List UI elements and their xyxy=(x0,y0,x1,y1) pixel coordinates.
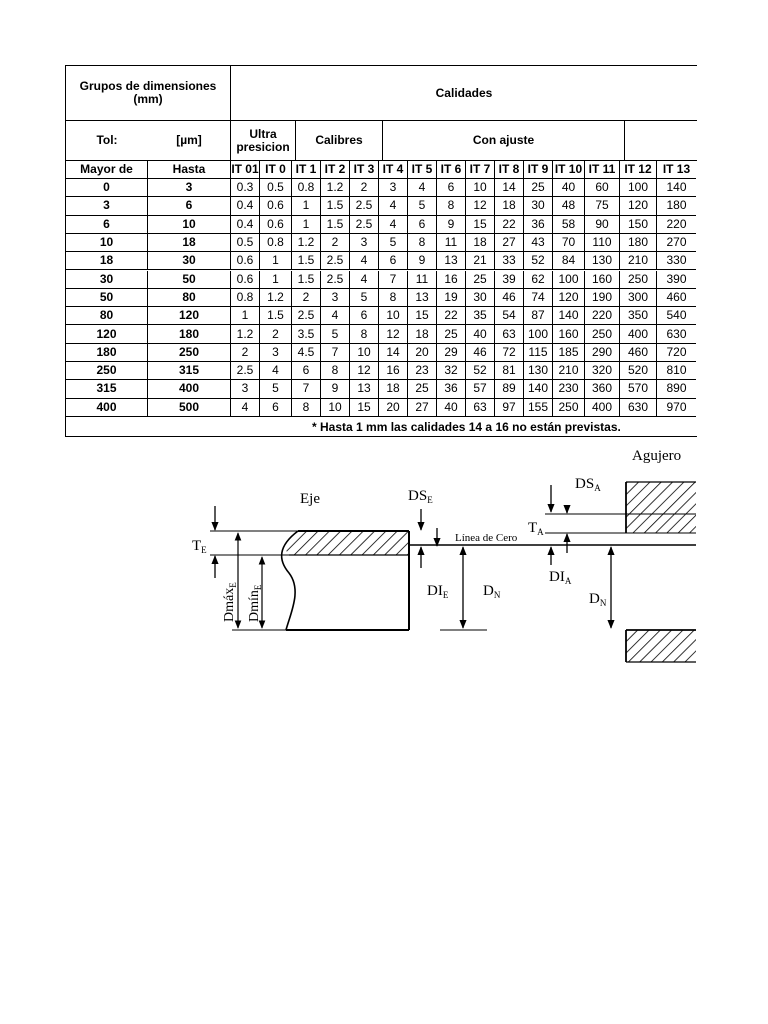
tolerance-cell: 970 xyxy=(657,399,696,417)
header-hasta: Hasta xyxy=(148,161,231,179)
tolerance-cell: 54 xyxy=(495,307,524,325)
tolerance-cell: 0.6 xyxy=(260,197,292,215)
tolerance-cell: 70 xyxy=(553,234,585,252)
tolerance-cell: 630 xyxy=(620,399,657,417)
tolerance-cell: 1.5 xyxy=(321,197,350,215)
tolerance-cell: 75 xyxy=(585,197,620,215)
tolerance-cell: 210 xyxy=(553,362,585,380)
tolerance-cell: 16 xyxy=(379,362,408,380)
tolerance-cell: 4 xyxy=(379,197,408,215)
tolerance-cell: 140 xyxy=(524,380,553,398)
tolerance-cell: 3 xyxy=(260,344,292,362)
tolerance-cell: 230 xyxy=(553,380,585,398)
tolerance-cell: 8 xyxy=(437,197,466,215)
row-hasta: 80 xyxy=(148,289,231,307)
header-grupos-dimensiones: Grupos de dimensiones (mm) xyxy=(66,66,231,121)
eje-label: Eje xyxy=(300,491,320,507)
tolerance-cell: 1 xyxy=(231,307,260,325)
tolerance-cell: 57 xyxy=(466,380,495,398)
header-unit: [µm] xyxy=(148,121,231,161)
it-header-cell: IT 4 xyxy=(379,161,408,179)
te-label: $T_E$ xyxy=(192,538,207,555)
row-mayor-de: 6 xyxy=(66,216,148,234)
tolerance-cell: 300 xyxy=(620,289,657,307)
tolerance-cell: 8 xyxy=(350,325,379,343)
tolerance-cell: 27 xyxy=(408,399,437,417)
tolerance-cell: 58 xyxy=(553,216,585,234)
tolerance-cell: 250 xyxy=(620,271,657,289)
dn-shaft-dimension xyxy=(440,547,501,630)
tolerance-cell: 460 xyxy=(657,289,696,307)
row-mayor-de: 30 xyxy=(66,271,148,289)
tolerance-cell: 4 xyxy=(321,307,350,325)
tolerance-cell: 18 xyxy=(466,234,495,252)
tolerance-cell: 27 xyxy=(495,234,524,252)
tolerance-cell: 120 xyxy=(620,197,657,215)
footnote: * Hasta 1 mm las calidades 14 a 16 no están previstas. xyxy=(66,418,697,437)
tolerance-cell: 6 xyxy=(260,399,292,417)
tolerance-cell: 330 xyxy=(657,252,696,270)
row-hasta: 120 xyxy=(148,307,231,325)
tolerance-cell: 14 xyxy=(379,344,408,362)
tolerance-cell: 63 xyxy=(495,325,524,343)
row-mayor-de: 10 xyxy=(66,234,148,252)
row-mayor-de: 18 xyxy=(66,252,148,270)
dse-label: $DS_E$ xyxy=(408,488,433,505)
tolerance-cell: 2.5 xyxy=(350,197,379,215)
tolerance-cell: 89 xyxy=(495,380,524,398)
tolerance-cell: 6 xyxy=(408,216,437,234)
it-header-cell: IT 12 xyxy=(620,161,657,179)
tolerance-cell: 12 xyxy=(350,362,379,380)
tolerance-cell: 100 xyxy=(620,179,657,197)
header-con-ajuste: Con ajuste xyxy=(383,121,625,161)
tolerance-cell: 0.6 xyxy=(260,216,292,234)
it-header-cell: IT 6 xyxy=(437,161,466,179)
tolerance-cell: 6 xyxy=(437,179,466,197)
tolerance-cell: 130 xyxy=(585,252,620,270)
tolerance-cell: 1.5 xyxy=(321,216,350,234)
tolerance-cell: 5 xyxy=(350,289,379,307)
tolerance-cell: 21 xyxy=(466,252,495,270)
tolerance-cell: 10 xyxy=(350,344,379,362)
header-mayor-de: Mayor de xyxy=(66,161,148,179)
tolerance-cell: 155 xyxy=(524,399,553,417)
tolerance-cell: 290 xyxy=(585,344,620,362)
header-calibres: Calibres xyxy=(296,121,383,161)
tolerance-cell: 9 xyxy=(321,380,350,398)
tolerance-cell: 5 xyxy=(321,325,350,343)
row-hasta: 3 xyxy=(148,179,231,197)
agujero-label: Agujero xyxy=(632,448,682,464)
tolerance-cell: 2.5 xyxy=(231,362,260,380)
tolerance-cell: 30 xyxy=(466,289,495,307)
zero-line-label: Línea de Cero xyxy=(455,532,518,544)
tolerance-cell: 1.5 xyxy=(292,252,321,270)
row-hasta: 500 xyxy=(148,399,231,417)
row-hasta: 250 xyxy=(148,344,231,362)
tolerance-cell: 52 xyxy=(524,252,553,270)
tolerance-cell: 570 xyxy=(620,380,657,398)
tolerance-cell: 87 xyxy=(524,307,553,325)
tolerance-cell: 15 xyxy=(408,307,437,325)
tolerance-cell: 4.5 xyxy=(292,344,321,362)
tolerance-cell: 90 xyxy=(585,216,620,234)
tolerance-cell: 460 xyxy=(620,344,657,362)
tolerance-cell: 110 xyxy=(585,234,620,252)
tolerance-cell: 1.5 xyxy=(260,307,292,325)
tolerance-cell: 25 xyxy=(466,271,495,289)
tolerance-cell: 180 xyxy=(620,234,657,252)
tolerance-table xyxy=(65,65,697,437)
tolerance-cell: 5 xyxy=(408,197,437,215)
it-header-cell: IT 2 xyxy=(321,161,350,179)
tolerance-cell: 12 xyxy=(379,325,408,343)
header-ultra-precision: Ultra presicion xyxy=(231,121,296,161)
tolerance-cell: 62 xyxy=(524,271,553,289)
tolerance-cell: 190 xyxy=(585,289,620,307)
tolerance-cell: 10 xyxy=(466,179,495,197)
tolerance-cell: 2 xyxy=(350,179,379,197)
tolerance-cell: 1 xyxy=(292,216,321,234)
tolerance-cell: 0.8 xyxy=(260,234,292,252)
dn-hole-label: $D_N$ xyxy=(589,591,607,608)
tolerance-cell: 13 xyxy=(437,252,466,270)
dn-shaft-label: $D_N$ xyxy=(483,583,501,600)
tolerance-cell: 74 xyxy=(524,289,553,307)
tolerance-cell: 36 xyxy=(437,380,466,398)
tolerance-cell: 4 xyxy=(379,216,408,234)
tolerance-cell: 0.5 xyxy=(260,179,292,197)
it-header-cell: IT 01 xyxy=(231,161,260,179)
tolerance-cell: 40 xyxy=(466,325,495,343)
row-hasta: 180 xyxy=(148,325,231,343)
it-header-cell: IT 0 xyxy=(260,161,292,179)
tolerance-cell: 25 xyxy=(437,325,466,343)
it-header-cell: IT 1 xyxy=(292,161,321,179)
tolerance-cell: 2.5 xyxy=(321,271,350,289)
it-header-cell: IT 10 xyxy=(553,161,585,179)
row-mayor-de: 250 xyxy=(66,362,148,380)
tolerance-cell: 16 xyxy=(437,271,466,289)
tolerance-cell: 350 xyxy=(620,307,657,325)
tolerance-cell: 39 xyxy=(495,271,524,289)
tolerance-cell: 6 xyxy=(350,307,379,325)
tolerance-cell: 390 xyxy=(657,271,696,289)
tolerance-cell: 46 xyxy=(495,289,524,307)
tolerance-cell: 15 xyxy=(350,399,379,417)
tolerance-cell: 160 xyxy=(553,325,585,343)
tolerance-cell: 220 xyxy=(657,216,696,234)
tolerance-cell: 9 xyxy=(437,216,466,234)
row-hasta: 400 xyxy=(148,380,231,398)
hole-drawing xyxy=(626,448,696,662)
shaft-drawing xyxy=(282,531,409,630)
tolerance-cell: 2 xyxy=(292,289,321,307)
tolerance-cell: 19 xyxy=(437,289,466,307)
tolerance-cell: 35 xyxy=(466,307,495,325)
tolerance-cell: 25 xyxy=(524,179,553,197)
tolerance-cell: 8 xyxy=(379,289,408,307)
tolerance-cell: 6 xyxy=(292,362,321,380)
tolerance-cell: 0.4 xyxy=(231,197,260,215)
tolerance-cell: 63 xyxy=(466,399,495,417)
tolerance-cell: 3 xyxy=(350,234,379,252)
tolerance-cell: 48 xyxy=(553,197,585,215)
tolerance-cell: 97 xyxy=(495,399,524,417)
tolerance-cell: 25 xyxy=(408,380,437,398)
tolerance-cell: 0.6 xyxy=(231,271,260,289)
tolerance-cell: 0.8 xyxy=(231,289,260,307)
tolerance-cell: 10 xyxy=(379,307,408,325)
tolerance-cell: 220 xyxy=(585,307,620,325)
tolerance-cell: 3 xyxy=(379,179,408,197)
tolerance-cell: 60 xyxy=(585,179,620,197)
row-hasta: 50 xyxy=(148,271,231,289)
tolerance-cell: 4 xyxy=(350,271,379,289)
tolerance-cell: 40 xyxy=(553,179,585,197)
tolerance-cell: 2 xyxy=(260,325,292,343)
tolerance-cell: 3 xyxy=(321,289,350,307)
tolerance-cell: 4 xyxy=(408,179,437,197)
row-mayor-de: 80 xyxy=(66,307,148,325)
row-mayor-de: 50 xyxy=(66,289,148,307)
dmax-dmin-dimension xyxy=(222,533,290,630)
tolerance-cell: 1 xyxy=(292,197,321,215)
row-mayor-de: 400 xyxy=(66,399,148,417)
tolerance-cell: 15 xyxy=(466,216,495,234)
row-hasta: 315 xyxy=(148,362,231,380)
tolerance-cell: 150 xyxy=(620,216,657,234)
tolerance-cell: 30 xyxy=(524,197,553,215)
tolerance-cell: 18 xyxy=(495,197,524,215)
it-header-cell: IT 3 xyxy=(350,161,379,179)
tolerance-cell: 810 xyxy=(657,362,696,380)
tolerance-cell: 0.6 xyxy=(231,252,260,270)
tolerance-cell: 1 xyxy=(260,271,292,289)
tolerance-cell: 3.5 xyxy=(292,325,321,343)
dia-label: $DI_A$ xyxy=(549,569,572,586)
tolerance-cell: 22 xyxy=(437,307,466,325)
tolerance-cell: 4 xyxy=(350,252,379,270)
tolerance-cell: 120 xyxy=(553,289,585,307)
tolerance-cell: 1.2 xyxy=(292,234,321,252)
row-hasta: 6 xyxy=(148,197,231,215)
tolerance-cell: 11 xyxy=(437,234,466,252)
tolerance-cell: 3 xyxy=(231,380,260,398)
row-hasta: 10 xyxy=(148,216,231,234)
row-mayor-de: 315 xyxy=(66,380,148,398)
tolerance-cell: 210 xyxy=(620,252,657,270)
tolerance-cell: 250 xyxy=(585,325,620,343)
tolerance-cell: 140 xyxy=(657,179,696,197)
tolerance-cell: 10 xyxy=(321,399,350,417)
tolerance-cell: 7 xyxy=(292,380,321,398)
tolerance-cell: 13 xyxy=(350,380,379,398)
tolerance-cell: 84 xyxy=(553,252,585,270)
tolerance-cell: 0.5 xyxy=(231,234,260,252)
dmax-label: Dmáx$_E$ xyxy=(222,582,238,622)
tolerance-cell: 9 xyxy=(408,252,437,270)
tolerance-cell: 720 xyxy=(657,344,696,362)
tolerance-cell: 8 xyxy=(408,234,437,252)
tolerance-cell: 250 xyxy=(553,399,585,417)
tolerance-cell: 2 xyxy=(231,344,260,362)
tolerance-cell: 2.5 xyxy=(350,216,379,234)
tolerance-cell: 20 xyxy=(379,399,408,417)
tolerance-cell: 630 xyxy=(657,325,696,343)
tolerance-cell: 2.5 xyxy=(321,252,350,270)
tolerance-cell: 180 xyxy=(657,197,696,215)
tolerance-cell: 0.4 xyxy=(231,216,260,234)
tolerance-cell: 14 xyxy=(495,179,524,197)
it-header-cell: IT 13 xyxy=(657,161,696,179)
tolerance-cell: 2.5 xyxy=(292,307,321,325)
header-tol: Tol: xyxy=(66,121,148,161)
tolerance-cell: 7 xyxy=(321,344,350,362)
tolerance-cell: 8 xyxy=(321,362,350,380)
row-mayor-de: 120 xyxy=(66,325,148,343)
tolerance-cell: 360 xyxy=(585,380,620,398)
tolerance-cell: 890 xyxy=(657,380,696,398)
tolerance-cell: 46 xyxy=(466,344,495,362)
it-header-cell: IT 11 xyxy=(585,161,620,179)
te-dimension xyxy=(192,506,300,578)
tolerance-cell: 52 xyxy=(466,362,495,380)
tolerance-cell: 43 xyxy=(524,234,553,252)
tolerance-cell: 72 xyxy=(495,344,524,362)
tolerance-cell: 540 xyxy=(657,307,696,325)
it-header-cell: IT 5 xyxy=(408,161,437,179)
tolerance-cell: 1.5 xyxy=(292,271,321,289)
tolerance-cell: 81 xyxy=(495,362,524,380)
tolerance-cell: 18 xyxy=(408,325,437,343)
tolerance-cell: 0.3 xyxy=(231,179,260,197)
tolerance-cell: 320 xyxy=(585,362,620,380)
header-blank xyxy=(625,121,697,161)
row-mayor-de: 0 xyxy=(66,179,148,197)
tolerance-cell: 4 xyxy=(260,362,292,380)
header-calidades: Calidades xyxy=(231,66,697,121)
dsa-label: $DS_A$ xyxy=(575,476,601,493)
tolerance-cell: 11 xyxy=(408,271,437,289)
row-mayor-de: 180 xyxy=(66,344,148,362)
tolerance-cell: 4 xyxy=(231,399,260,417)
tolerance-cell: 115 xyxy=(524,344,553,362)
dmin-label: Dmín$_E$ xyxy=(247,584,263,622)
row-hasta: 30 xyxy=(148,252,231,270)
tolerance-cell: 160 xyxy=(585,271,620,289)
tolerance-cell: 100 xyxy=(524,325,553,343)
tolerance-cell: 185 xyxy=(553,344,585,362)
ta-label: $T_A$ xyxy=(528,520,544,537)
tolerance-cell: 1.2 xyxy=(321,179,350,197)
tolerance-cell: 23 xyxy=(408,362,437,380)
tolerance-cell: 130 xyxy=(524,362,553,380)
tolerance-cell: 1.2 xyxy=(231,325,260,343)
tolerance-cell: 270 xyxy=(657,234,696,252)
tolerance-cell: 20 xyxy=(408,344,437,362)
tolerance-cell: 1 xyxy=(260,252,292,270)
tolerance-cell: 400 xyxy=(585,399,620,417)
tolerance-diagram xyxy=(0,440,768,670)
row-mayor-de: 3 xyxy=(66,197,148,215)
tolerance-cell: 140 xyxy=(553,307,585,325)
tolerance-cell: 2 xyxy=(321,234,350,252)
tolerance-cell: 36 xyxy=(524,216,553,234)
tolerance-cell: 400 xyxy=(620,325,657,343)
tolerance-cell: 5 xyxy=(260,380,292,398)
tolerance-cell: 33 xyxy=(495,252,524,270)
tolerance-cell: 29 xyxy=(437,344,466,362)
tolerance-cell: 1.2 xyxy=(260,289,292,307)
tolerance-cell: 6 xyxy=(379,252,408,270)
tolerance-cell: 22 xyxy=(495,216,524,234)
row-hasta: 18 xyxy=(148,234,231,252)
tolerance-cell: 100 xyxy=(553,271,585,289)
die-label: $DI_E$ xyxy=(427,583,449,600)
it-header-cell: IT 9 xyxy=(524,161,553,179)
tolerance-cell: 13 xyxy=(408,289,437,307)
tolerance-cell: 8 xyxy=(292,399,321,417)
tolerance-cell: 40 xyxy=(437,399,466,417)
tolerance-cell: 5 xyxy=(379,234,408,252)
it-header-cell: IT 7 xyxy=(466,161,495,179)
tolerance-cell: 0.8 xyxy=(292,179,321,197)
tolerance-cell: 32 xyxy=(437,362,466,380)
tolerance-cell: 520 xyxy=(620,362,657,380)
tolerance-cell: 18 xyxy=(379,380,408,398)
tolerance-cell: 7 xyxy=(379,271,408,289)
ds-di-shaft xyxy=(408,488,449,600)
tolerance-cell: 12 xyxy=(466,197,495,215)
it-header-cell: IT 8 xyxy=(495,161,524,179)
